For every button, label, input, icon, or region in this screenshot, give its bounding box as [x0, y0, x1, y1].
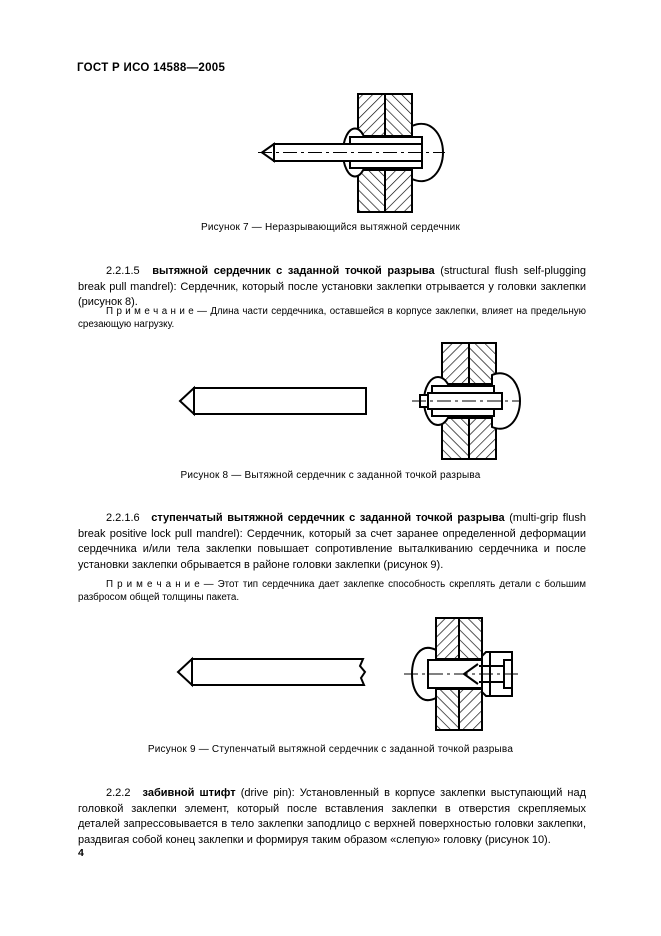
section-term-english: (structural flush self-plugging break pull mandrel):: [78, 265, 587, 293]
section-term: вытяжной сердечник с заданной точкой разрыва: [152, 265, 435, 277]
section-term: забивной штифт: [142, 787, 236, 799]
figure-9: [174, 612, 524, 734]
section-number: 2.2.1.5: [106, 265, 140, 277]
note-text: — Этот тип сердечника дает заклепке способность скреплять детали с большим разбросом общей толщины пакета.: [78, 579, 586, 603]
section-2216-paragraph: [78, 511, 586, 573]
figure-8-caption: Рисунок 8 — Вытяжной сердечник с заданной точкой разрыва: [180, 470, 481, 481]
section-2216-note: [78, 578, 586, 604]
section-number: 2.2.2: [106, 787, 131, 799]
section-definition: Сердечник, который за счет заранее определенной деформации сердечника и/или тела заклепки повышает сопротивление выталкиванию сердечника и после установки заклепки обрывается в районе головки заклепки (рисунок 9).: [78, 527, 586, 571]
figure-7-drawing: [258, 90, 445, 216]
section-term-english: (drive pin):: [240, 787, 295, 799]
section-2215-note: [78, 305, 586, 331]
figure-7: [258, 90, 445, 216]
figure-9-drawing: [174, 612, 524, 734]
figure-8-drawing: [176, 342, 521, 464]
note-text: — Длина части сердечника, оставшейся в корпусе заклепки, влияет на предельную срезающую нагрузку.: [78, 306, 586, 330]
section-definition: Установленный в корпусе заклепки выступающий над головкой заклепки элемент, который после вставления заклепки в отверстия скрепляемых деталей запрессовывается в тело заклепки заподлицо с верхней поверхностью головки заклепки, раздвигая собой конец заклепки и формируя таким образом «слепую» головку (рисунок 10).: [78, 787, 587, 846]
broken-mandrel-rod: [180, 388, 366, 414]
section-number: 2.2.1.6: [106, 512, 140, 524]
note-label: П р и м е ч а н и е: [106, 306, 194, 317]
broken-mandrel-rod: [178, 659, 365, 685]
section-term-english: (multi-grip flush break positive lock pull mandrel):: [78, 512, 587, 540]
section-2215-paragraph: [78, 264, 586, 311]
section-definition: Сердечник, который после установки заклепки отрывается у головки заклепки (рисунок 8).: [78, 280, 586, 308]
figure-9-caption: Рисунок 9 — Ступенчатый вытяжной сердечник с заданной точкой разрыва: [147, 744, 514, 755]
note-label: П р и м е ч а н и е: [106, 579, 200, 590]
section-term: ступенчатый вытяжной сердечник с заданной точкой разрыва: [151, 512, 505, 524]
section-222-paragraph: [78, 786, 586, 848]
figure-8: [176, 342, 521, 464]
page-number: 4: [78, 847, 84, 859]
document-header: ГОСТ Р ИСО 14588—2005: [77, 62, 226, 74]
figure-7-caption: Рисунок 7 — Неразрывающийся вытяжной сердечник: [200, 222, 461, 233]
